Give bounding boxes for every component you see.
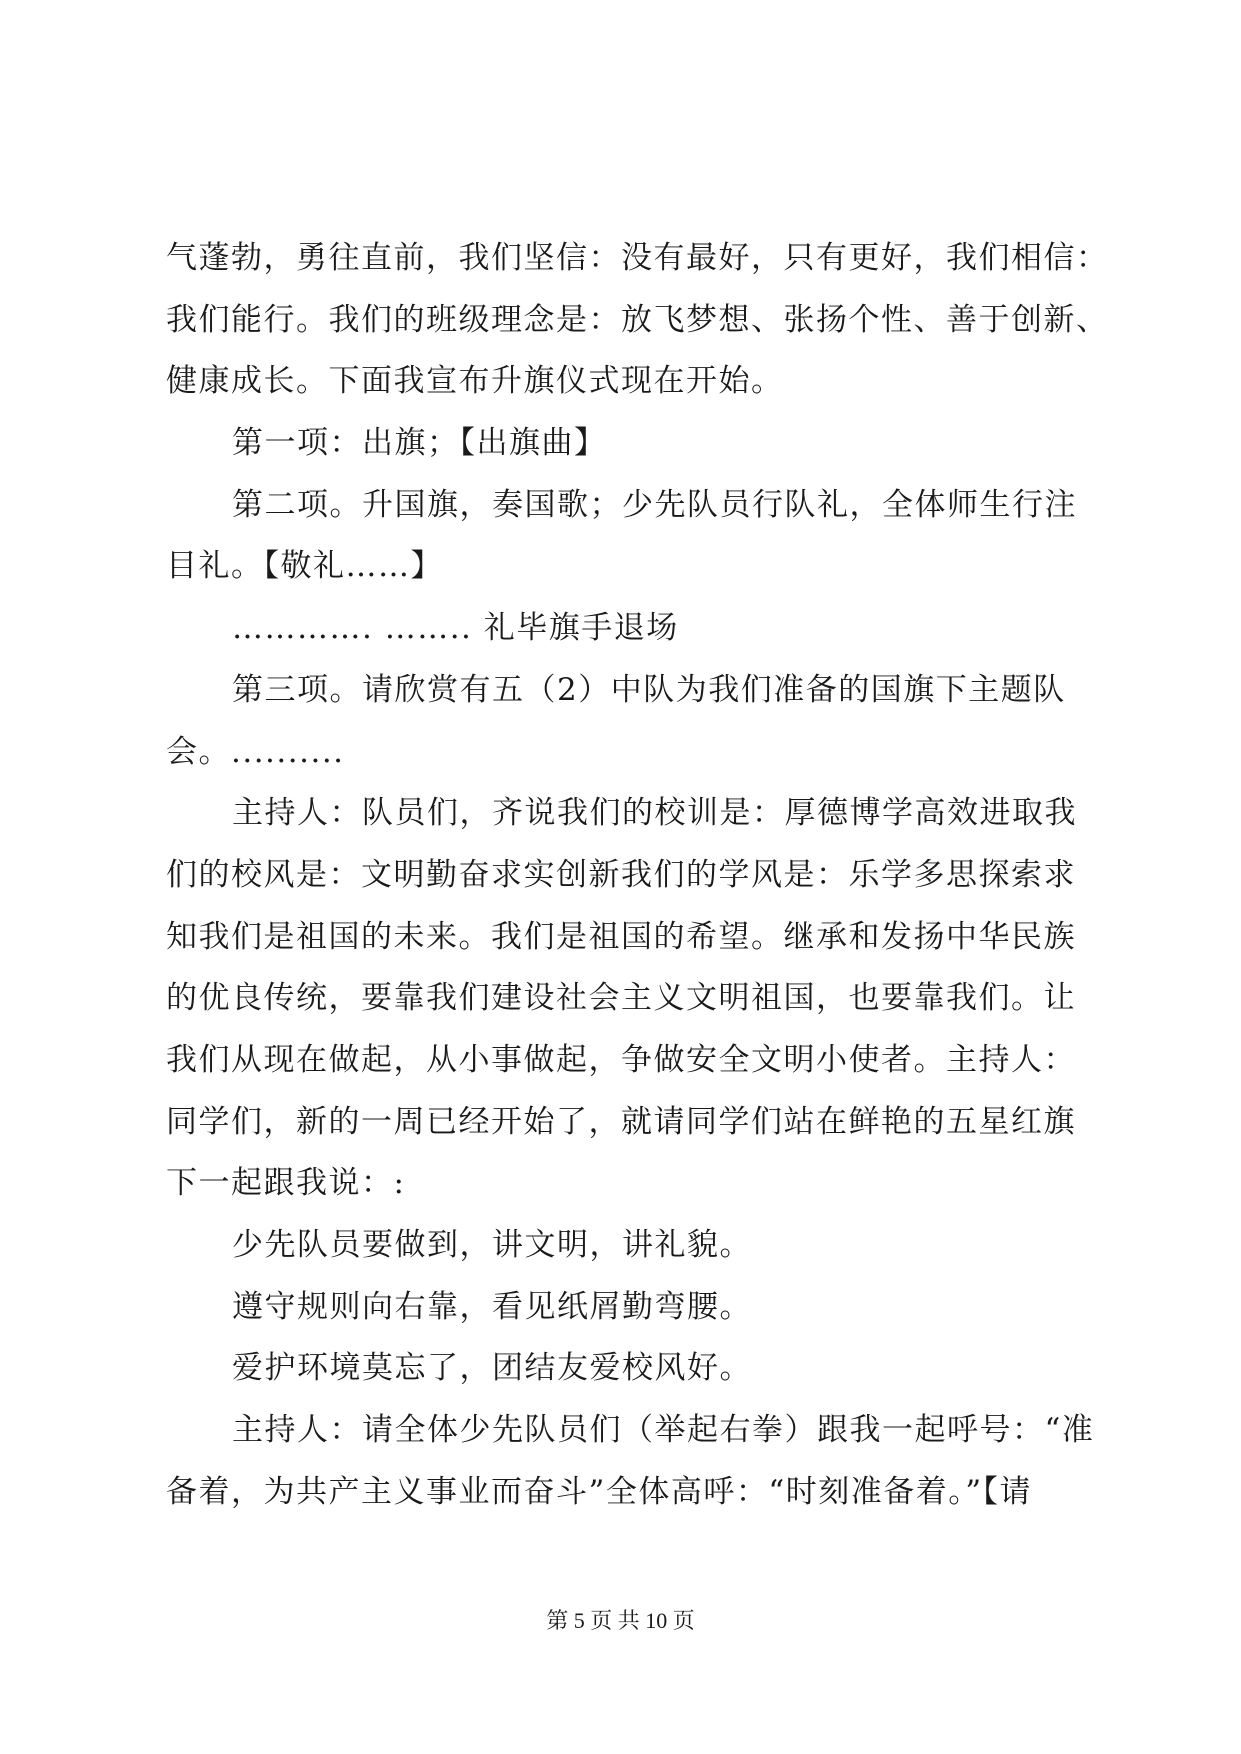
text-line: 下一起跟我说：: [166, 1165, 406, 1202]
text-line: 第三项。请欣赏有五（2）中队为我们准备的国旗下主题队 [232, 671, 1066, 708]
text-line: 会。.......... [166, 733, 345, 770]
text-line: 少先队员要做到，讲文明，讲礼貌。 [232, 1227, 752, 1263]
text-line: 主持人：队员们，齐说我们的校训是：厚德博学高效进取我 [232, 795, 1077, 832]
text-line: 我们从现在做起，从小事做起，争做安全文明小使者。主持人： [166, 1041, 1076, 1078]
text-line: 目礼。【敬礼……】 [166, 548, 443, 585]
text-line: …………. …….. 礼毕旗手退场 [232, 610, 679, 647]
text-line: 们的校风是：文明勤奋求实创新我们的学风是：乐学多思探索求 [166, 856, 1076, 893]
body-text [166, 228, 1126, 1523]
text-line: 气蓬勃，勇往直前，我们坚信：没有最好，只有更好，我们相信： [166, 240, 1109, 276]
text-line: 同学们，新的一周已经开始了，就请同学们站在鲜艳的五星红旗 [166, 1103, 1076, 1140]
page-number-label: 第 5 页 共 10 页 [546, 1608, 695, 1633]
text-line: 知我们是祖国的未来。我们是祖国的希望。继承和发扬中华民族 [166, 918, 1076, 955]
text-line: 备着，为共产主义事业而奋斗”全体高呼：“时刻准备着。”【请 [166, 1473, 1033, 1510]
text-line: 主持人：请全体少先队员们（举起右拳）跟我一起呼号：“准 [232, 1412, 1095, 1449]
page-footer [0, 1606, 1241, 1636]
text-line: 遵守规则向右靠，看见纸屑勤弯腰。 [232, 1288, 752, 1325]
text-line: 爱护环境莫忘了，团结友爱校风好。 [232, 1350, 752, 1387]
text-line: 我们能行。我们的班级理念是：放飞梦想、张扬个性、善于创新、 [166, 301, 1109, 338]
text-line: 的优良传统，要靠我们建设社会主义文明祖国，也要靠我们。让 [166, 980, 1076, 1017]
text-line: 健康成长。下面我宣布升旗仪式现在开始。 [166, 363, 784, 400]
text-line: 第二项。升国旗，奏国歌；少先队员行队礼，全体师生行注 [232, 486, 1077, 523]
text-line: 第一项：出旗；【出旗曲】 [232, 425, 607, 462]
